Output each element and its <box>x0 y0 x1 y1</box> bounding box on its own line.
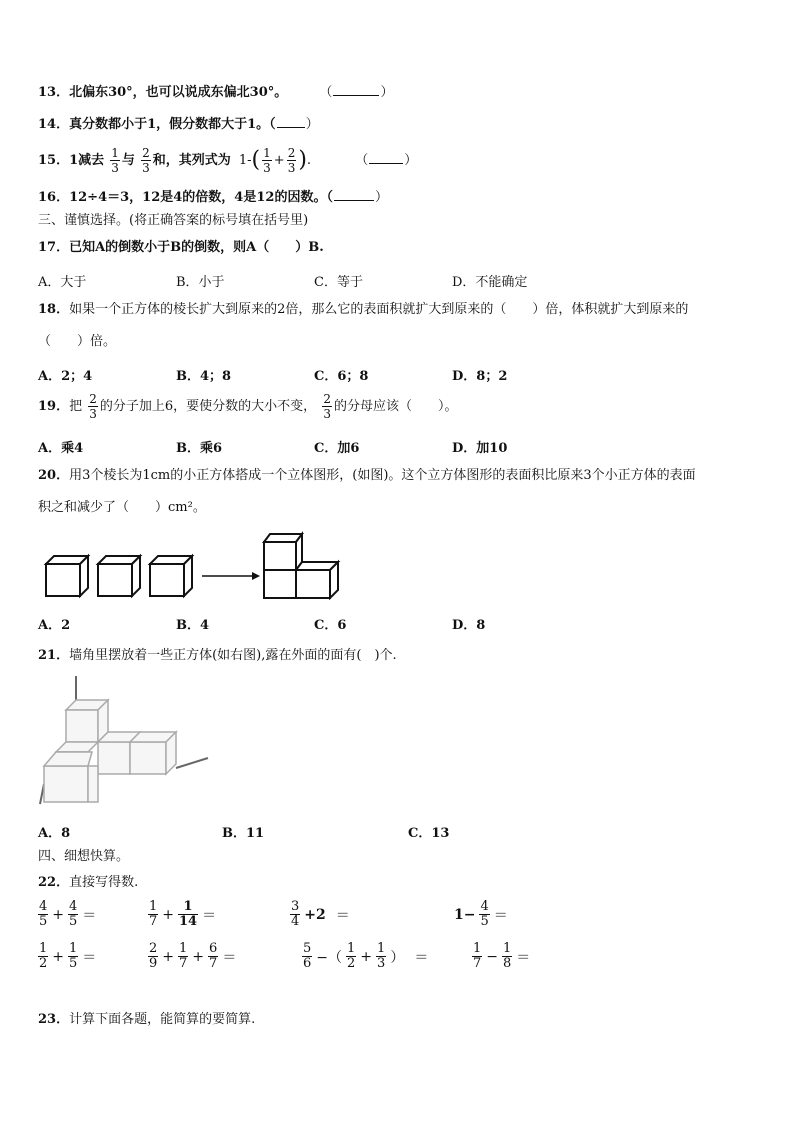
period: . <box>306 153 312 168</box>
option-b[interactable]: B．4 <box>176 618 210 633</box>
fraction: $\frac{2}{3}$ <box>287 146 296 175</box>
text-mid: 的分子加上6，要使分数的大小不变， <box>99 399 317 414</box>
fraction: $\frac{1}{3}$ <box>111 146 119 175</box>
combined-shape <box>264 534 338 598</box>
question-number: 20． <box>38 468 70 483</box>
question-text: 墙角里摆放着一些正方体(如右图),露在外面的面有( )个. <box>69 648 397 663</box>
text-mid: 和，其列式为 <box>152 153 231 168</box>
calc-r1-e1: $\frac{4}{5}$ + $\frac{4}{5}$ ＝ <box>39 899 97 929</box>
option-c[interactable]: C．等于 <box>314 275 363 290</box>
question-20-cont: 积之和减少了（ ）cm²。 <box>38 500 206 515</box>
option-a[interactable]: A．乘4 <box>38 441 84 456</box>
question-text: 已知A的倒数小于B的倒数，则A（ ）B. <box>69 240 324 255</box>
cube-3 <box>150 556 192 596</box>
question-number: 15． <box>38 153 70 168</box>
option-a[interactable]: A．2 <box>38 618 71 633</box>
left-paren: ( <box>251 147 261 173</box>
question-number: 13． <box>38 85 70 100</box>
calc-r2-e1: $\frac{1}{2}$ + $\frac{1}{5}$ ＝ <box>39 941 97 971</box>
question-text: 北偏东30°，也可以说成东偏北30°。 <box>69 85 288 100</box>
cubes-figure <box>40 528 350 600</box>
question-19 <box>38 392 457 422</box>
question-number: 18． <box>38 302 70 317</box>
fraction: $\frac{1}{3}$ <box>263 146 271 175</box>
right-paren: ) <box>298 147 307 173</box>
option-a[interactable]: A．大于 <box>38 275 87 290</box>
expression-prefix: 1- <box>238 153 252 168</box>
option-d[interactable]: D．8 <box>452 618 486 633</box>
question-number: 16． <box>38 190 70 205</box>
question-14 <box>38 115 319 133</box>
option-c[interactable]: C．6 <box>314 618 347 633</box>
answer-blank[interactable] <box>369 151 403 164</box>
question-number: 22． <box>38 875 70 890</box>
question-13 <box>38 83 393 101</box>
answer-blank[interactable] <box>334 188 374 201</box>
question-text: 直接写得数. <box>69 875 139 890</box>
text-pre: 1减去 <box>69 153 105 168</box>
question-22 <box>38 875 138 891</box>
question-text: 用3个棱长为1cm的小正方体搭成一个立体图形，(如图)。这个立方体图形的表面积比原来3个小正方体的表面 <box>69 468 696 483</box>
option-a[interactable]: A．8 <box>38 826 71 841</box>
question-text: 真分数都小于1，假分数都大于1。（ <box>69 117 276 132</box>
paren-close: ） <box>305 117 319 132</box>
option-c[interactable]: C．加6 <box>314 441 360 456</box>
question-21 <box>38 648 397 664</box>
calc-r2-e2: $\frac{2}{9}$ + $\frac{1}{7}$ + $\frac{6}{7}$ ＝ <box>149 941 237 971</box>
text-pre: 把 <box>69 399 83 414</box>
question-20 <box>38 468 696 484</box>
question-16 <box>38 188 388 206</box>
option-d[interactable]: D．8；2 <box>452 369 508 384</box>
answer-blank[interactable] <box>277 115 305 128</box>
text-end: 的分母应该（ ）。 <box>333 399 458 414</box>
answer-paren: （ ） <box>355 153 418 168</box>
question-number: 21． <box>38 648 70 663</box>
plus-sign: + <box>273 153 285 168</box>
fraction: $\frac{2}{3}$ <box>89 392 97 421</box>
option-a[interactable]: A．2；4 <box>38 369 93 384</box>
calc-r1-e3: $\frac{3}{4}$ +2 ＝ <box>291 899 350 929</box>
corner-cubes-figure <box>36 674 211 806</box>
option-c[interactable]: C．13 <box>408 826 450 841</box>
question-text: 计算下面各题，能简算的要简算. <box>69 1012 256 1027</box>
question-text: 12÷4＝3，12是4的倍数，4是12的因数。（ <box>69 190 333 205</box>
answer-paren: （ ） <box>319 85 394 100</box>
option-d[interactable]: D．不能确定 <box>452 275 528 290</box>
question-18 <box>38 302 688 318</box>
calc-r1-e2: $\frac{1}{7}$ + $\frac{1}{14}$ ＝ <box>149 899 217 929</box>
cube-1 <box>46 556 88 596</box>
section-3-title: 三、谨慎选择。(将正确答案的标号填在括号里) <box>38 213 309 228</box>
question-15 <box>38 146 417 175</box>
calc-r1-e4: 1− $\frac{4}{5}$ ＝ <box>454 899 508 929</box>
question-text: 如果一个正方体的棱长扩大到原来的2倍，那么它的表面积就扩大到原来的（ ）倍，体积就扩大到原来的 <box>69 302 689 317</box>
section-4-title: 四、细想快算。 <box>38 849 130 864</box>
option-d[interactable]: D．加10 <box>452 441 508 456</box>
text-mid: 与 <box>121 153 135 168</box>
option-c[interactable]: C．6；8 <box>314 369 369 384</box>
paren-close: ） <box>374 190 388 205</box>
question-17 <box>38 240 324 256</box>
question-number: 23． <box>38 1012 70 1027</box>
option-b[interactable]: B．11 <box>222 826 265 841</box>
fraction: $\frac{2}{3}$ <box>323 392 331 421</box>
option-b[interactable]: B．小于 <box>176 275 225 290</box>
option-b[interactable]: B．乘6 <box>176 441 223 456</box>
question-number: 17． <box>38 240 70 255</box>
calc-r2-e3: $\frac{5}{6}$ −（ $\frac{1}{2}$ + $\frac{1}{3}$ ） ＝ <box>303 941 429 971</box>
cube-2 <box>98 556 140 596</box>
question-18-cont: （ ）倍。 <box>38 334 117 349</box>
fraction: $\frac{2}{3}$ <box>142 146 150 175</box>
question-23 <box>38 1012 255 1028</box>
question-number: 14． <box>38 117 70 132</box>
answer-blank[interactable] <box>333 83 379 96</box>
calc-r2-e4: $\frac{1}{7}$ − $\frac{1}{8}$ ＝ <box>473 941 531 971</box>
question-number: 19． <box>38 399 70 414</box>
option-b[interactable]: B．4；8 <box>176 369 232 384</box>
arrow-icon <box>202 572 260 580</box>
